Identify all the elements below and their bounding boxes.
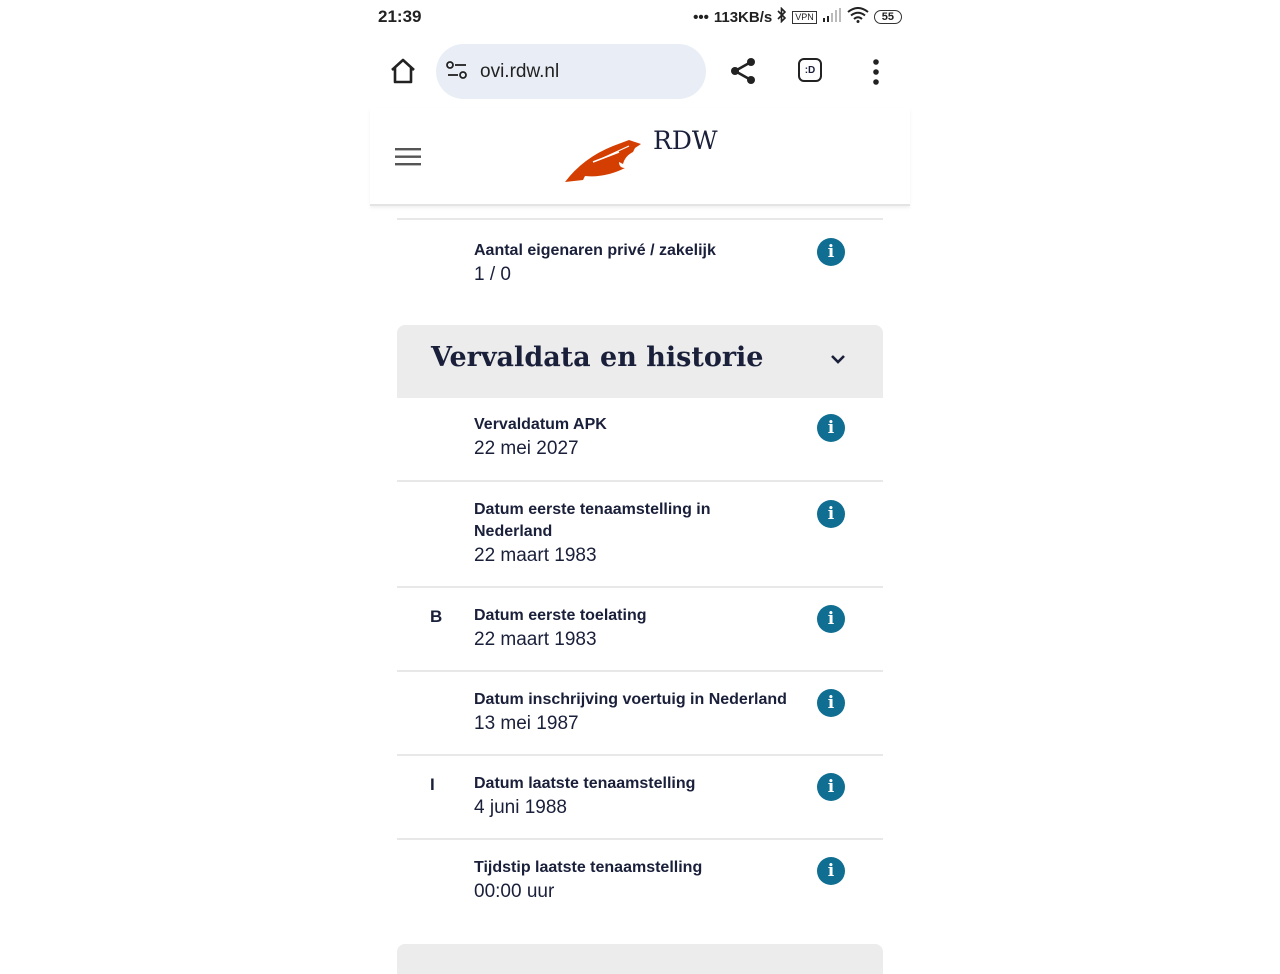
detail-row bbox=[397, 588, 883, 672]
row-label: Tijdstip laatste tenaamstelling bbox=[474, 859, 703, 876]
browser-toolbar bbox=[370, 44, 910, 100]
content bbox=[397, 218, 883, 924]
hamburger-menu-button[interactable] bbox=[395, 147, 421, 167]
info-icon[interactable]: i bbox=[817, 605, 845, 633]
row-value: 1 / 0 bbox=[474, 264, 511, 285]
network-speed: 113KB/s bbox=[713, 8, 773, 26]
row-code: B bbox=[430, 607, 443, 626]
tab-switcher-button[interactable]: :D bbox=[798, 58, 822, 82]
row-label: Vervaldatum APK bbox=[474, 416, 607, 433]
section-header-vervaldata[interactable] bbox=[397, 325, 883, 398]
url-text[interactable]: ovi.rdw.nl bbox=[480, 61, 560, 82]
detail-row bbox=[397, 840, 883, 924]
row-value: 22 maart 1983 bbox=[474, 545, 597, 566]
info-icon[interactable]: i bbox=[817, 238, 845, 266]
status-time: 21:39 bbox=[378, 7, 422, 26]
detail-row bbox=[397, 398, 883, 482]
row-label: Datum inschrijving voertuig in Nederland bbox=[474, 691, 787, 708]
rdw-logo-text: RDW bbox=[653, 126, 718, 155]
detail-row bbox=[397, 482, 883, 588]
share-button[interactable] bbox=[728, 56, 758, 86]
share-icon bbox=[728, 56, 758, 86]
hamburger-icon bbox=[395, 147, 421, 167]
detail-row-owners bbox=[397, 218, 883, 325]
row-label: Datum eerste tenaamstelling in Nederland bbox=[474, 501, 711, 540]
row-value: 13 mei 1987 bbox=[474, 713, 579, 734]
home-button[interactable] bbox=[388, 56, 418, 86]
status-icons bbox=[693, 7, 902, 27]
dots-icon: ••• bbox=[693, 8, 709, 26]
info-icon[interactable]: i bbox=[817, 857, 845, 885]
detail-row bbox=[397, 672, 883, 756]
info-icon[interactable]: i bbox=[817, 689, 845, 717]
site-settings-icon[interactable] bbox=[446, 61, 468, 81]
battery-icon: 55 bbox=[874, 10, 902, 24]
section-title: Vervaldata en historie bbox=[431, 342, 764, 373]
chevron-down-icon[interactable] bbox=[830, 353, 846, 365]
status-bar bbox=[370, 0, 910, 34]
info-icon[interactable]: i bbox=[817, 773, 845, 801]
row-code: I bbox=[430, 775, 435, 794]
bluetooth-icon bbox=[777, 7, 787, 27]
signal-icon bbox=[822, 8, 842, 26]
info-icon[interactable]: i bbox=[817, 414, 845, 442]
more-vert-icon bbox=[868, 58, 884, 86]
row-value: 4 juni 1988 bbox=[474, 797, 567, 818]
rdw-logo-icon[interactable] bbox=[563, 138, 643, 186]
wifi-icon bbox=[847, 7, 869, 27]
detail-row bbox=[397, 756, 883, 840]
info-icon[interactable]: i bbox=[817, 500, 845, 528]
row-label: Datum eerste toelating bbox=[474, 607, 647, 624]
address-bar[interactable] bbox=[436, 44, 706, 99]
home-icon bbox=[388, 56, 418, 86]
row-label: Datum laatste tenaamstelling bbox=[474, 775, 696, 792]
vpn-icon: VPN bbox=[792, 11, 817, 24]
row-value: 00:00 uur bbox=[474, 881, 555, 902]
site-header bbox=[370, 108, 910, 206]
row-label: Aantal eigenaren privé / zakelijk bbox=[474, 242, 716, 259]
more-menu-button[interactable] bbox=[868, 58, 884, 86]
row-value: 22 mei 2027 bbox=[474, 438, 579, 459]
next-section-header[interactable] bbox=[397, 944, 883, 974]
phone-screen bbox=[370, 0, 910, 960]
row-value: 22 maart 1983 bbox=[474, 629, 597, 650]
